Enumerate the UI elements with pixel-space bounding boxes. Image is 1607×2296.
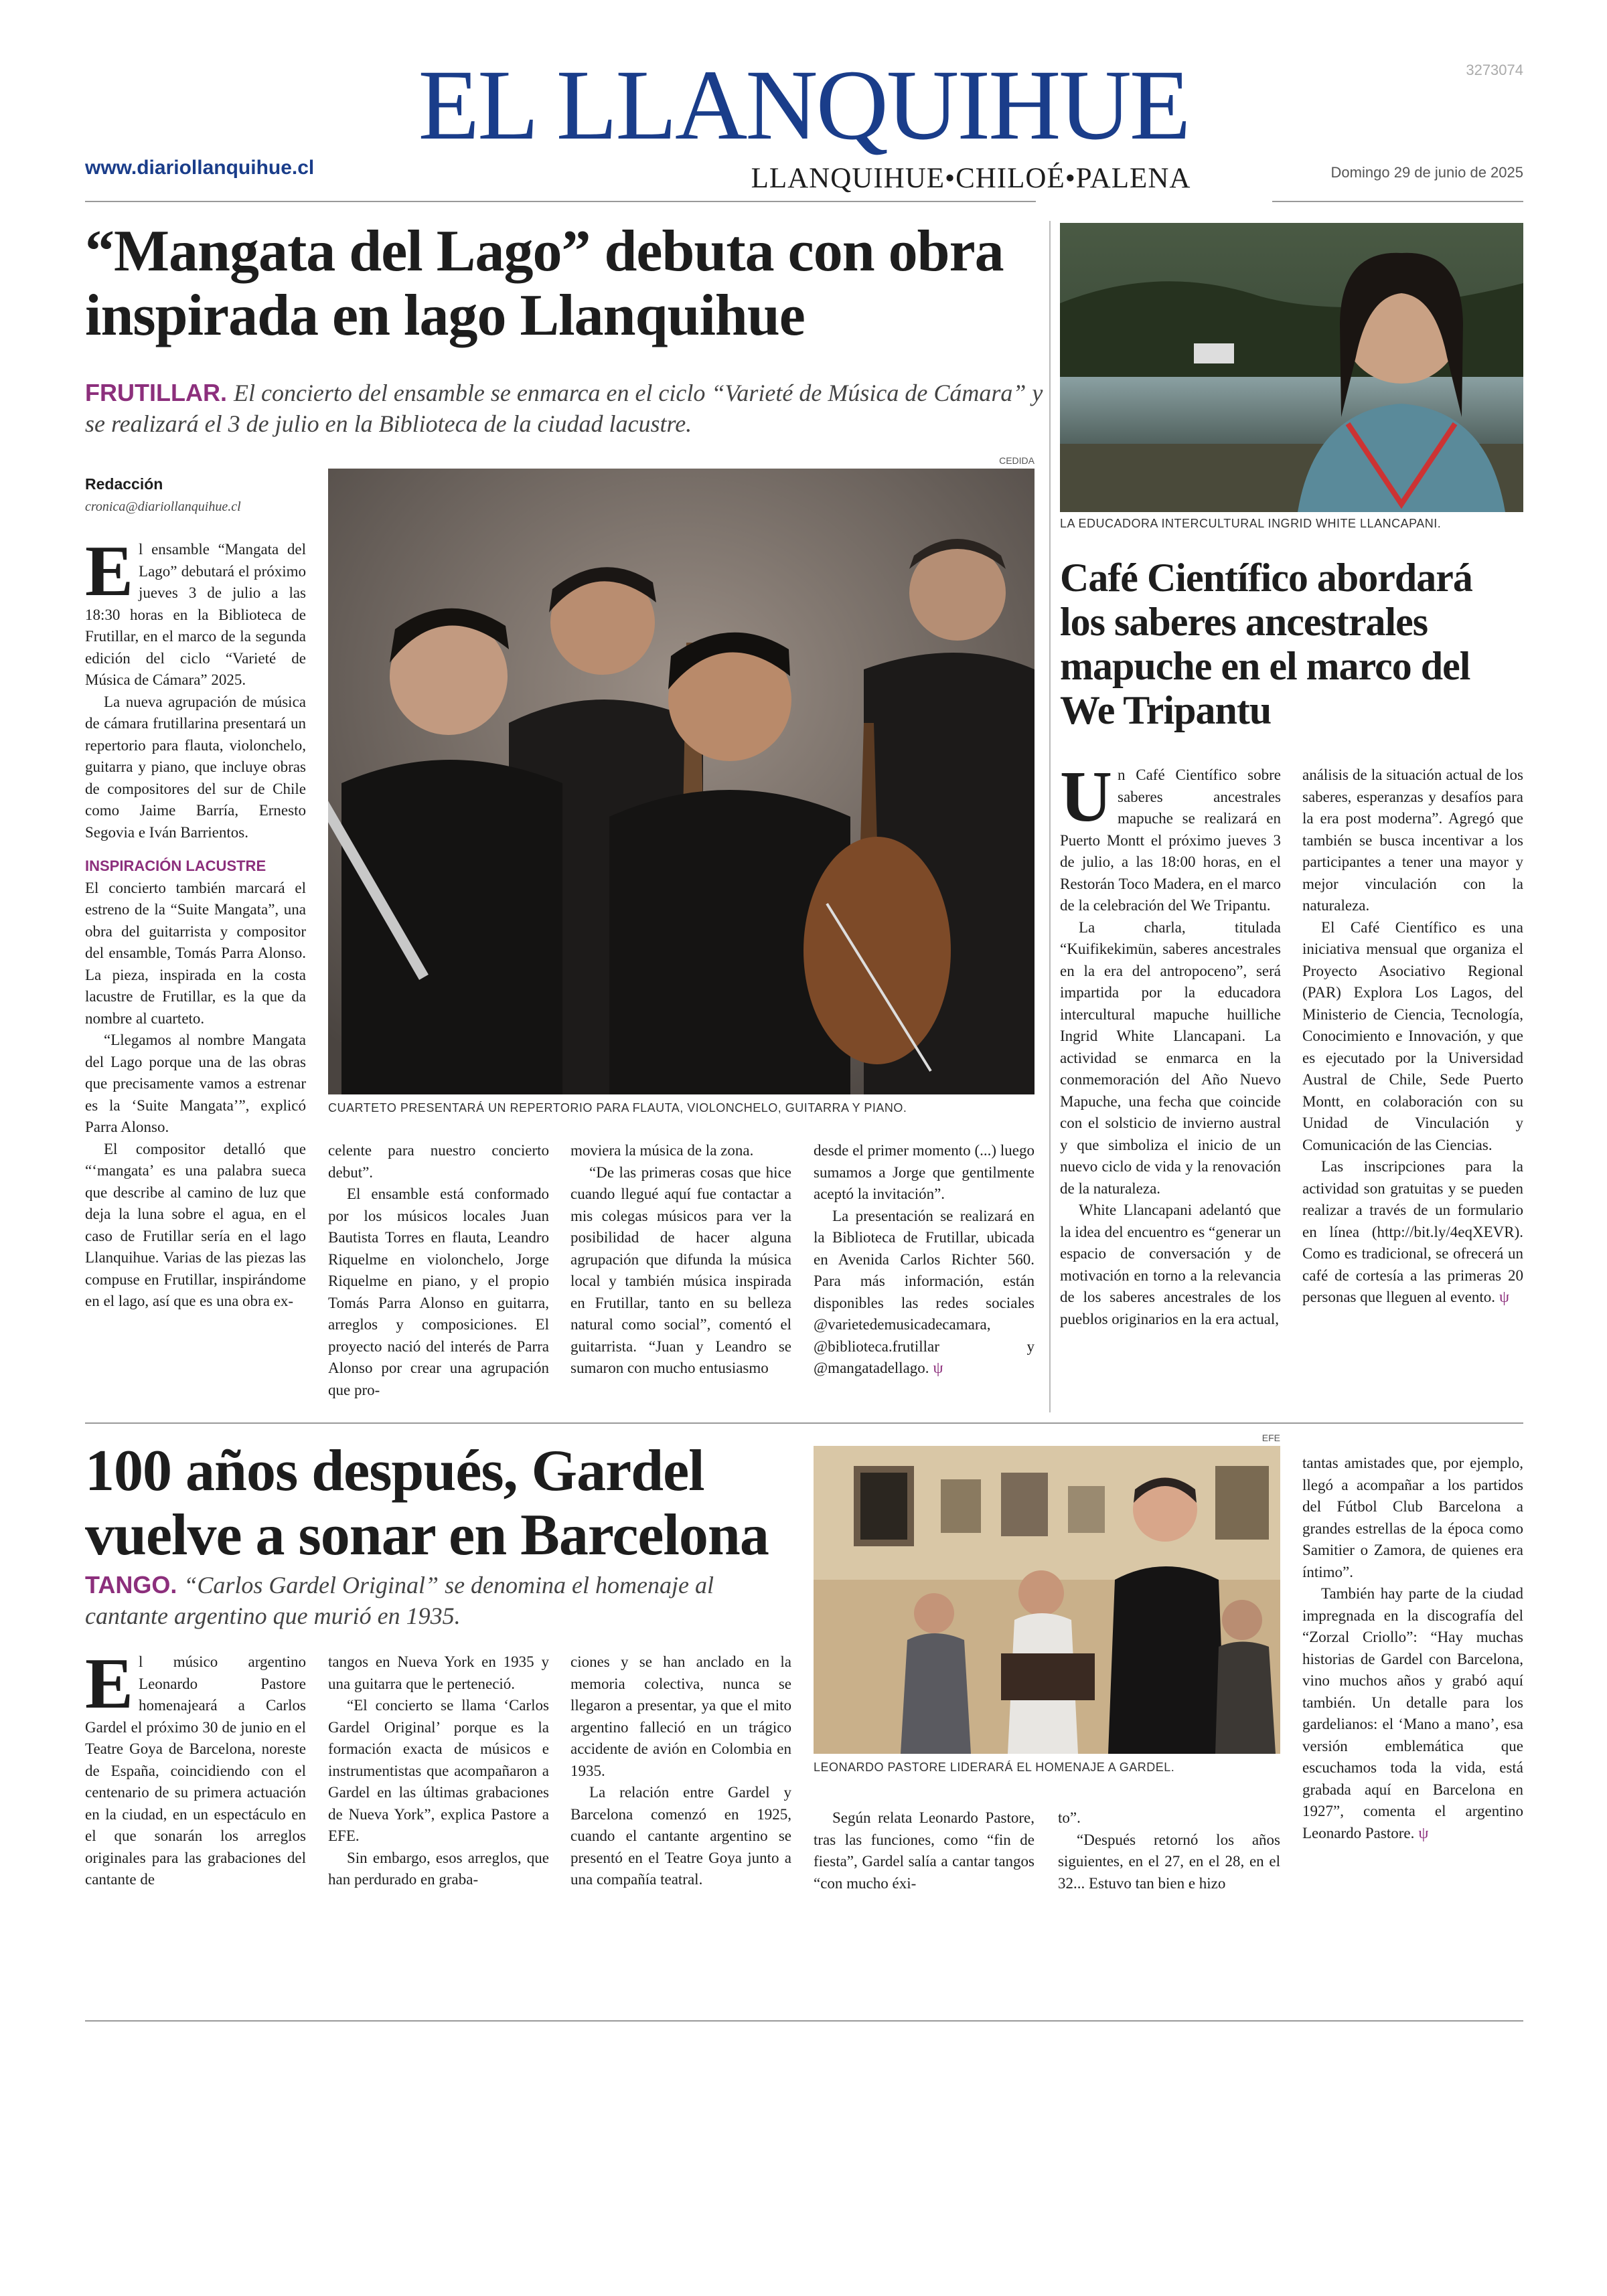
article1-col4 — [814, 1140, 1035, 1380]
article3-photo-credit: EFE — [1261, 1432, 1280, 1443]
issue-date: Domingo 29 de junio de 2025 — [1330, 164, 1523, 181]
section-rule — [85, 1422, 1523, 1424]
footer-rule — [85, 2020, 1523, 2022]
article3-paragraph: to”. — [1058, 1809, 1081, 1826]
article2-paragraph — [1302, 1156, 1523, 1309]
end-mark-icon: ψ — [933, 1360, 943, 1377]
article1-byline: Redacción — [85, 475, 163, 493]
article3-col6 — [1302, 1453, 1523, 1844]
article1-paragraph: desde el primer momento (...) luego sumamos a Jorge que gentilmente aceptó la invitación”. — [814, 1142, 1035, 1202]
masthead: EL LLANQUIHUE — [418, 50, 1189, 161]
article1-deck-text: El concierto del ensamble se enmarca en el ciclo “Varieté de Música de Cámara” y se realizará el 3 de julio en la Biblioteca de la ciudad lacustre. — [85, 380, 1043, 437]
article3-paragraph: Según relata Leonardo Pastore, tras las funciones, como “fin de fiesta”, Gardel salía a cantar tangos “con mucho éxi- — [814, 1809, 1035, 1892]
article2-paragraph: análisis de la situación actual de los saberes, esperanzas y desafíos para la era post moderna”. Agregó que también se busca incentivar a los participantes a tener una mayor y mejor vinculación con la naturaleza. — [1302, 766, 1523, 914]
article1-headline: “Mangata del Lago” debuta con obra inspirada en lago Llanquihue — [85, 219, 1004, 348]
article3-deck — [85, 1570, 788, 1631]
end-mark-icon: ψ — [1418, 1824, 1429, 1842]
article3-col2 — [328, 1651, 549, 1891]
regions-line: LLANQUIHUE•CHILOÉ•PALENA — [751, 163, 1191, 194]
article1-paragraph: El compositor detalló que “‘mangata’ es una palabra sueca que describe al camino de luz que deja la luna sobre el agua, en el caso de Frutillar sería en el lago Llanquihue. Varias de las piezas las compuse en Frutillar, inspirándome en el lago, así que es una obra ex- — [85, 1140, 306, 1309]
article1-photo-credit: CEDIDA — [999, 455, 1035, 466]
article1-email[interactable]: cronica@diariollanquihue.cl — [85, 499, 241, 514]
article1-deck — [85, 378, 1049, 439]
article1-paragraph: El ensamble “Mangata del Lago” debutará el próximo jueves 3 de julio a las 18:30 horas en la Biblioteca de Frutillar, en el marco de la segunda edición del ciclo “Varieté de Música de Cámara” 2025. — [85, 531, 306, 688]
article2-photo — [1060, 223, 1523, 512]
article1-caption: CUARTETO PRESENTARÁ UN REPERTORIO PARA FLAUTA, VIOLONCHELO, GUITARRA Y PIANO. — [328, 1101, 907, 1115]
article3-kicker: TANGO. — [85, 1571, 177, 1598]
article1-photo — [328, 469, 1035, 1094]
article2-paragraph: White Llancapani adelantó que la idea del encuentro es “generar un espacio de conversación y de motivación en torno a la relevancia de los saberes ancestrales de los pueblos originarios en la era actual, — [1060, 1202, 1281, 1327]
article1-last-paragraph: La presentación se realizará en la Biblioteca de Frutillar, ubicada en Avenida Carlos Richter 560. Para más información, están disponibles las redes sociales @varietedemusicadecamara, @biblioteca.frutillar y @mangatadellago. — [814, 1207, 1035, 1376]
article2-col2 — [1302, 764, 1523, 1309]
article3-col1 — [85, 1644, 306, 1891]
article1-col3 — [570, 1140, 791, 1380]
article3-paragraph: El músico argentino Leonardo Pastore homenajeará a Carlos Gardel el próximo 30 de junio en el Teatre Goya de Barcelona, noreste de España, coincidiendo con el centenario de su primera actuación en la ciudad, en un espectáculo en el que sonarán los arreglos originales para las grabaciones del cantante de — [85, 1644, 306, 1888]
article3-paragraph: tangos en Nueva York en 1935 y una guitarra que le perteneció. — [328, 1653, 549, 1692]
article3-deck-text: “Carlos Gardel Original” se denomina el homenaje al cantante argentino que murió en 1935. — [85, 1572, 714, 1629]
end-mark-icon: ψ — [1499, 1289, 1510, 1306]
article3-paragraph: Sin embargo, esos arreglos, que han perdurado en graba- — [328, 1849, 549, 1888]
article1-col1 — [85, 531, 306, 1313]
article3-paragraph: La relación entre Gardel y Barcelona comenzó en 1925, cuando el cantante argentino se presentó en el Teatre Goya junto a una compañía teatral. — [570, 1784, 791, 1888]
article3-caption: LEONARDO PASTORE LIDERARÁ EL HOMENAJE A GARDEL. — [814, 1760, 1175, 1774]
column-divider — [1049, 221, 1051, 1412]
article1-paragraph: moviera la música de la zona. — [570, 1142, 754, 1159]
article1-paragraph: celente para nuestro concierto debut”. — [328, 1142, 549, 1181]
article1-paragraph: “De las primeras cosas que hice cuando llegué aquí fue contactar a mis colegas músicos para ver la posibilidad de hacer alguna agrupación que difunda la música local y también música inspirada en Frutillar, tanto en su belleza natural como social”, comentó el guitarrista. “Juan y Leandro se sumaron con mucho entusiasmo — [570, 1163, 791, 1376]
article2-col1 — [1060, 757, 1281, 1330]
article3-col4 — [814, 1807, 1035, 1894]
article1-paragraph — [814, 1206, 1035, 1380]
article1-paragraph: El ensamble está conformado por los músicos locales Juan Bautista Torres en flauta, Leandro Riquelme en violonchelo, Jorge Riquelme en piano, y el propio Tomás Parra Alonso en guitarra, arreglos y composiciones. El proyecto nació del interés de Parra Alonso por crear una agrupación que pro- — [328, 1185, 549, 1398]
article2-paragraph: El Café Científico es una iniciativa mensual que organiza el Proyecto Asociativo Regional (PAR) Explora Los Lagos, del Ministerio de Ciencia, Tecnología, Conocimiento e Innovación, y que es ejecutado por la Universidad Austral de Chile, Sede Puerto Montt, en colaboración con su Unidad de Vinculación y Comunicación de las Ciencias. — [1302, 918, 1523, 1153]
header-rule-right — [1272, 201, 1523, 202]
article3-photo — [814, 1446, 1280, 1754]
article3-col5 — [1058, 1807, 1280, 1894]
article2-last-paragraph: Las inscripciones para la actividad son gratuitas y se pueden realizar a través de un formulario en línea (http://bit.ly/4eqXEVR). Como es tradicional, se ofrecerá un café de cortesía a las primeras 20 personas que lleguen al evento. — [1302, 1158, 1523, 1305]
article1-subhead: INSPIRACIÓN LACUSTRE — [85, 857, 266, 874]
article3-paragraph — [1302, 1583, 1523, 1844]
article3-paragraph: tantas amistades que, por ejemplo, llegó a acompañar a los partidos del Fútbol Club Barcelona a grandes estrellas de la época como Samitier o Zamora, de quienes era íntimo”. — [1302, 1455, 1523, 1580]
website-link[interactable]: www.diariollanquihue.cl — [85, 157, 315, 179]
article2-headline: Café Científico abordará los saberes ancestrales mapuche en el marco del We Tripantu — [1060, 556, 1472, 732]
article1-paragraph: El concierto también marcará el estreno de la “Suite Mangata”, una obra del guitarrista y compositor del ensamble, Tomás Parra Alonso. La pieza, inspirada en la costa lacustre de Frutillar, es la que da nombre al cuarteto. — [85, 879, 306, 1027]
article3-headline: 100 años después, Gardel vuelve a sonar en Barcelona — [85, 1439, 769, 1568]
header-rule — [85, 201, 1036, 202]
article2-paragraph: Un Café Científico sobre saberes ancestrales mapuche se realizará en Puerto Montt el próximo jueves 3 de julio, a las 18:00 horas, en el Restorán Toco Madera, en el marco de la celebración del We Tripantu. — [1060, 757, 1281, 914]
article1-col2 — [328, 1140, 549, 1401]
article1-kicker: FRUTILLAR. — [85, 379, 227, 406]
article3-paragraph: “El concierto se llama ‘Carlos Gardel Original’ porque es la formación exacta de músicos e instrumentistas que acompañaron a Gardel en las últimas grabaciones de Nueva York”, explica Pastore a EFE. — [328, 1697, 549, 1844]
article1-paragraph: “Llegamos al nombre Mangata del Lago porque una de las obras que precisamente vamos a estrenar es la ‘Suite Mangata’”, explicó Parra Alonso. — [85, 1032, 306, 1135]
article3-last-paragraph: También hay parte de la ciudad impregnada en la discografía del “Zorzal Criollo”: “Hay muchas historias de Gardel con Barcelona, vino muchos años y grabó aquí también. Un detalle para los gardelianos: el ‘Mano a mano’, esa versión emblemática que escuchamos toda la vida, está grabada aquí en Barcelona en 1927”, comenta el argentino Leonardo Pastore. — [1302, 1585, 1523, 1841]
article2-caption: LA EDUCADORA INTERCULTURAL INGRID WHITE LLANCAPANI. — [1060, 517, 1442, 530]
article3-paragraph: “Después retornó los años siguientes, en el 27, en el 28, en el 32... Estuvo tan bien e hizo — [1058, 1831, 1280, 1892]
article1-paragraph: La nueva agrupación de música de cámara frutillarina presentará un repertorio para flauta, violonchelo, guitarra y piano, que incluye obras de compositores del sur de Chile como Jaime Barría, Ernesto Segovia e Iván Barrientos. — [85, 693, 306, 841]
article3-col3 — [570, 1651, 791, 1891]
page-id: 3273074 — [1466, 62, 1523, 78]
article3-paragraph: ciones y se han anclado en la memoria colectiva, nunca se llegaron a presentar, ya que el mito argentino falleció en un trágico accidente de avión en Colombia en 1935. — [570, 1653, 791, 1779]
article2-paragraph: La charla, titulada “Kuifikekimün, saberes ancestrales en la era del antropoceno”, será impartida por la educadora intercultural mapuche huilliche Ingrid White Llancapani. La actividad se enmarca en la conmemoración del Año Nuevo Mapuche, una fecha que coincide con el solsticio de invierno austral y que simboliza el inicio de un nuevo ciclo de vida y la renovación de la naturaleza. — [1060, 918, 1281, 1197]
